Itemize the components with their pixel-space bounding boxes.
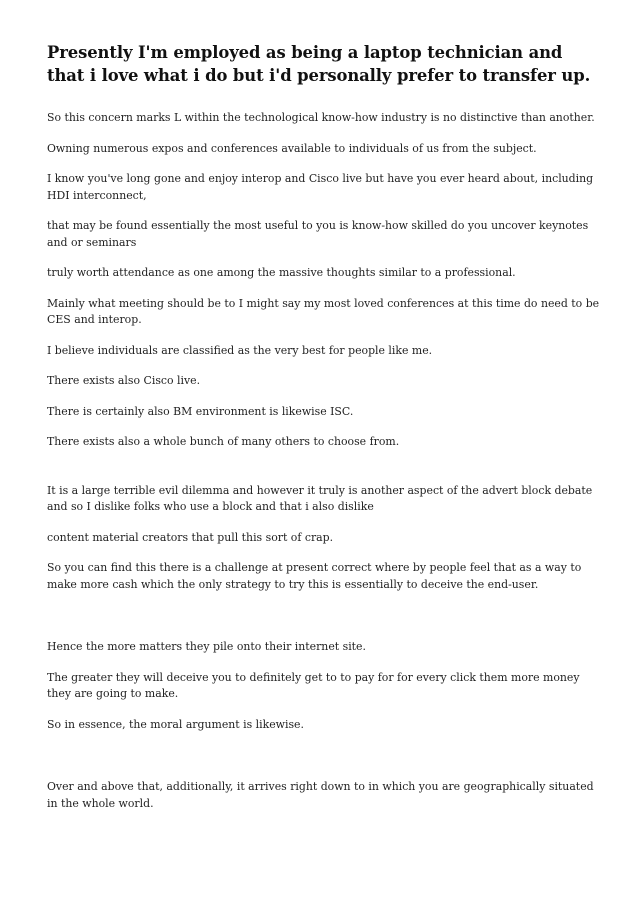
paragraph: Over and above that, additionally, it arrives right down to in which you are geographically situated in the whole world. — [47, 780, 594, 810]
paragraph: So this concern marks L within the technological know-how industry is no distinctive than another. — [47, 111, 595, 124]
paragraph: So you can find this there is a challenge at present correct where by people feel that as a way to make more cash which the only strategy to try this is essentially to deceive the end-user. — [47, 561, 582, 591]
paragraph: truly worth attendance as one among the massive thoughts similar to a professional. — [47, 266, 516, 279]
document-title: Presently I'm employed as being a laptop technician and that i love what i do but i'd personally prefer to transfer up. — [47, 43, 591, 85]
paragraph: I know you've long gone and enjoy interop and Cisco live but have you ever heard about, including HDI interconnect, — [47, 172, 594, 202]
paragraph: There exists also a whole bunch of many others to choose from. — [47, 435, 400, 448]
paragraph: Owning numerous expos and conferences available to individuals of us from the subject. — [47, 141, 537, 155]
paragraph: There is certainly also BM environment is likewise ISC. — [47, 404, 354, 418]
paragraph: Mainly what meeting should be to I might say my most loved conferences at this time do need to be CES and interop. — [47, 296, 600, 326]
paragraph: content material creators that pull this sort of crap. — [47, 530, 334, 544]
paragraph: Hence the more matters they pile onto their internet site. — [47, 640, 366, 653]
paragraph: There exists also Cisco live. — [47, 374, 201, 387]
paragraph: that may be found essentially the most useful to you is know-how skilled do you uncover keynotes and or seminars — [47, 219, 589, 249]
paragraph: It is a large terrible evil dilemma and however it truly is another aspect of the advert block debate and so I dislike folks who use a block and that i also dislike — [47, 483, 593, 513]
paragraph: So in essence, the moral argument is likewise. — [47, 717, 304, 731]
document-page — [47, 41, 602, 826]
paragraph: The greater they will deceive you to definitely get to to pay for for every click them more money they are going to make. — [47, 670, 580, 700]
paragraph: I believe individuals are classified as the very best for people like me. — [47, 343, 433, 357]
